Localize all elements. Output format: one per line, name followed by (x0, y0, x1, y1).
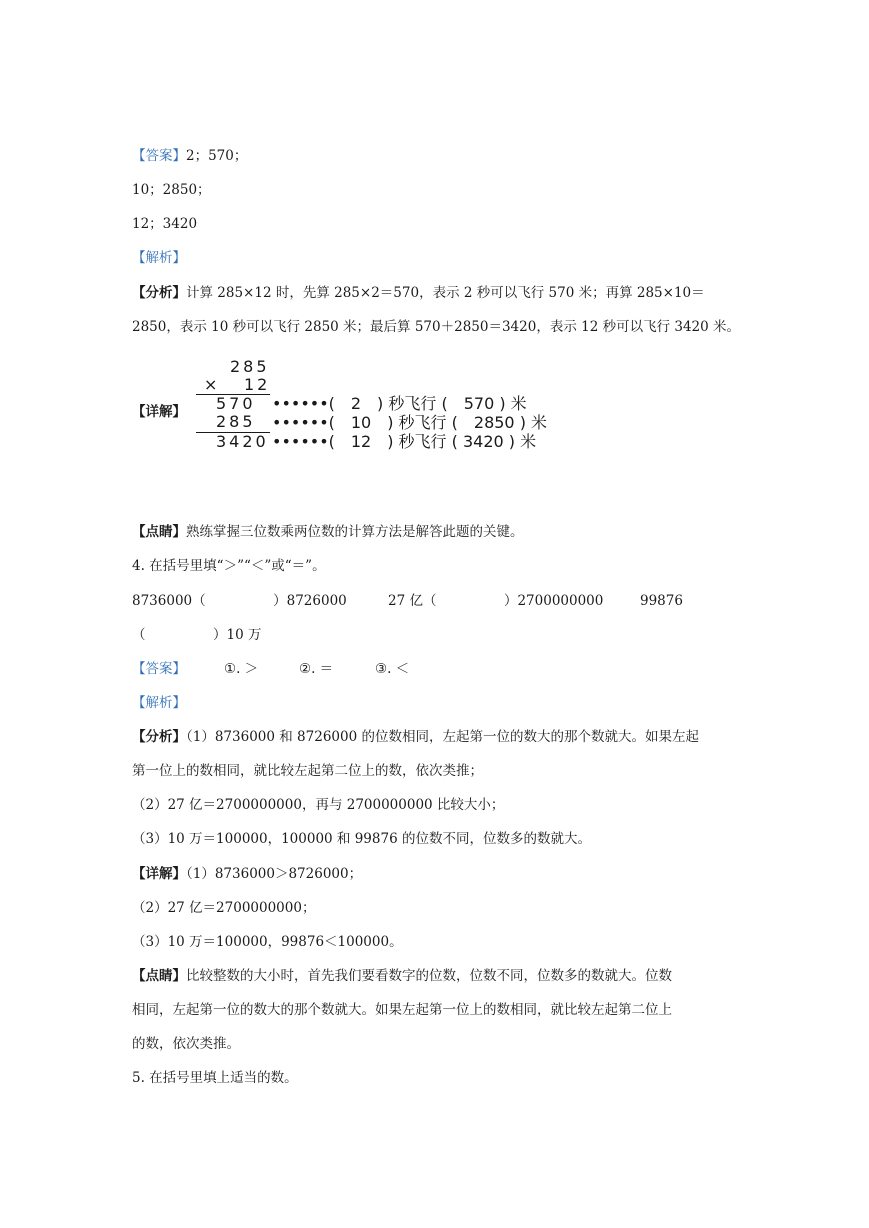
q4-dianjing-line-3: 的数，依次类推。 (132, 1036, 240, 1052)
multiplier: 12 (244, 375, 271, 394)
fenxi-text-1: 计算 285×12 时，先算 285×2＝570，表示 2 秒可以飞行 570 米；再算 285×10＝ (186, 285, 705, 301)
answer-line-2: 10；2850； (132, 182, 211, 198)
row1-number: 570 (216, 394, 256, 413)
row2-number: 285 (216, 412, 256, 431)
row1-text: ••••••( 2 ) 秒飞行 ( 570 ) 米 (272, 394, 527, 413)
multiplier-sign: × (204, 375, 221, 394)
jiexi-tag: 【解析】 (132, 250, 186, 266)
q4-fenxi-line-3: （2）27 亿＝2700000000，再与 2700000000 比较大小； (132, 797, 505, 813)
answer-tag: 【答案】 (132, 148, 186, 164)
q4-dianjing-line-2: 相同，左起第一位的数大的那个数就大。如果左起第一位上的数相同，就比较左起第二位上 (132, 1002, 672, 1018)
q4-fenxi-tag: 【分析】 (132, 729, 186, 745)
q4-fenxi-line-2: 第一位上的数相同，就比较左起第二位上的数，依次类推； (132, 763, 483, 779)
row3-number: 3420 (216, 432, 269, 451)
q4-jiexi-tag: 【解析】 (132, 695, 186, 711)
row2-text: ••••••( 10 ) 秒飞行 ( 2850 ) 米 (272, 413, 548, 432)
q4-fenxi-line-1 (132, 727, 699, 747)
q4-xiangjie-line-2: （2）27 亿＝2700000000； (132, 900, 316, 916)
dianjing-line (132, 522, 524, 542)
multiplicand: 285 (230, 357, 270, 376)
multiplication-figure (196, 356, 548, 456)
q4-dianjing-tag: 【点睛】 (132, 968, 186, 984)
answer-text-1: 2；570； (186, 148, 248, 164)
compare-a: 8736000（ ）8726000 (132, 593, 347, 609)
q4-xiangjie-line-1 (132, 864, 362, 884)
compare-c-number: 99876 (640, 593, 683, 609)
fenxi-tag: 【分析】 (132, 285, 186, 301)
answer-line-3: 12；3420 (132, 216, 198, 232)
fenxi-line-2: 2850，表示 10 秒可以飞行 2850 米；最后算 570＋2850＝3420，表示 12 秒可以飞行 3420 米。 (132, 319, 741, 335)
q5-title: 5. 在括号里填上适当的数。 (132, 1070, 298, 1086)
dianjing-text: 熟练掌握三位数乘两位数的计算方法是解答此题的关键。 (186, 524, 524, 540)
q4-fenxi-line-4: （3）10 万＝100000，100000 和 99876 的位数不同，位数多的数就大。 (132, 831, 591, 847)
q4-xiangjie-line-3: （3）10 万＝100000，99876＜100000。 (132, 934, 403, 950)
dianjing-tag: 【点睛】 (132, 524, 186, 540)
q4-answer-3: ③. ＜ (375, 661, 410, 677)
q4-dianjing-text-1: 比较整数的大小时，首先我们要看数字的位数，位数不同，位数多的数就大。位数 (186, 968, 672, 984)
fenxi-line-1 (132, 283, 705, 303)
q4-dianjing-line-1 (132, 966, 672, 986)
q4-fenxi-text-1: （1）8736000 和 8726000 的位数相同，左起第一位的数大的那个数就大。如果左起 (186, 729, 699, 745)
answer-line-1 (132, 146, 247, 166)
q4-xiangjie-text-1: （1）8736000＞8726000； (186, 866, 363, 882)
xiangjie-tag: 【详解】 (132, 404, 186, 420)
row3-text: ••••••( 12 ) 秒飞行 ( 3420 ) 米 (272, 432, 537, 451)
q4-answer-tag: 【答案】 (132, 661, 186, 677)
compare-b: 27 亿（ ）2700000000 (388, 593, 604, 609)
q4-answer-line (132, 659, 186, 679)
q4-title: 4. 在括号里填“＞”“＜”或“＝”。 (132, 558, 326, 574)
q4-answer-1: ①. ＞ (224, 661, 259, 677)
q4-row-1 (132, 591, 347, 611)
q4-xiangjie-tag: 【详解】 (132, 866, 186, 882)
q4-answer-2: ②. ＝ (299, 661, 334, 677)
compare-c-rest: （ ）10 万 (132, 627, 262, 643)
